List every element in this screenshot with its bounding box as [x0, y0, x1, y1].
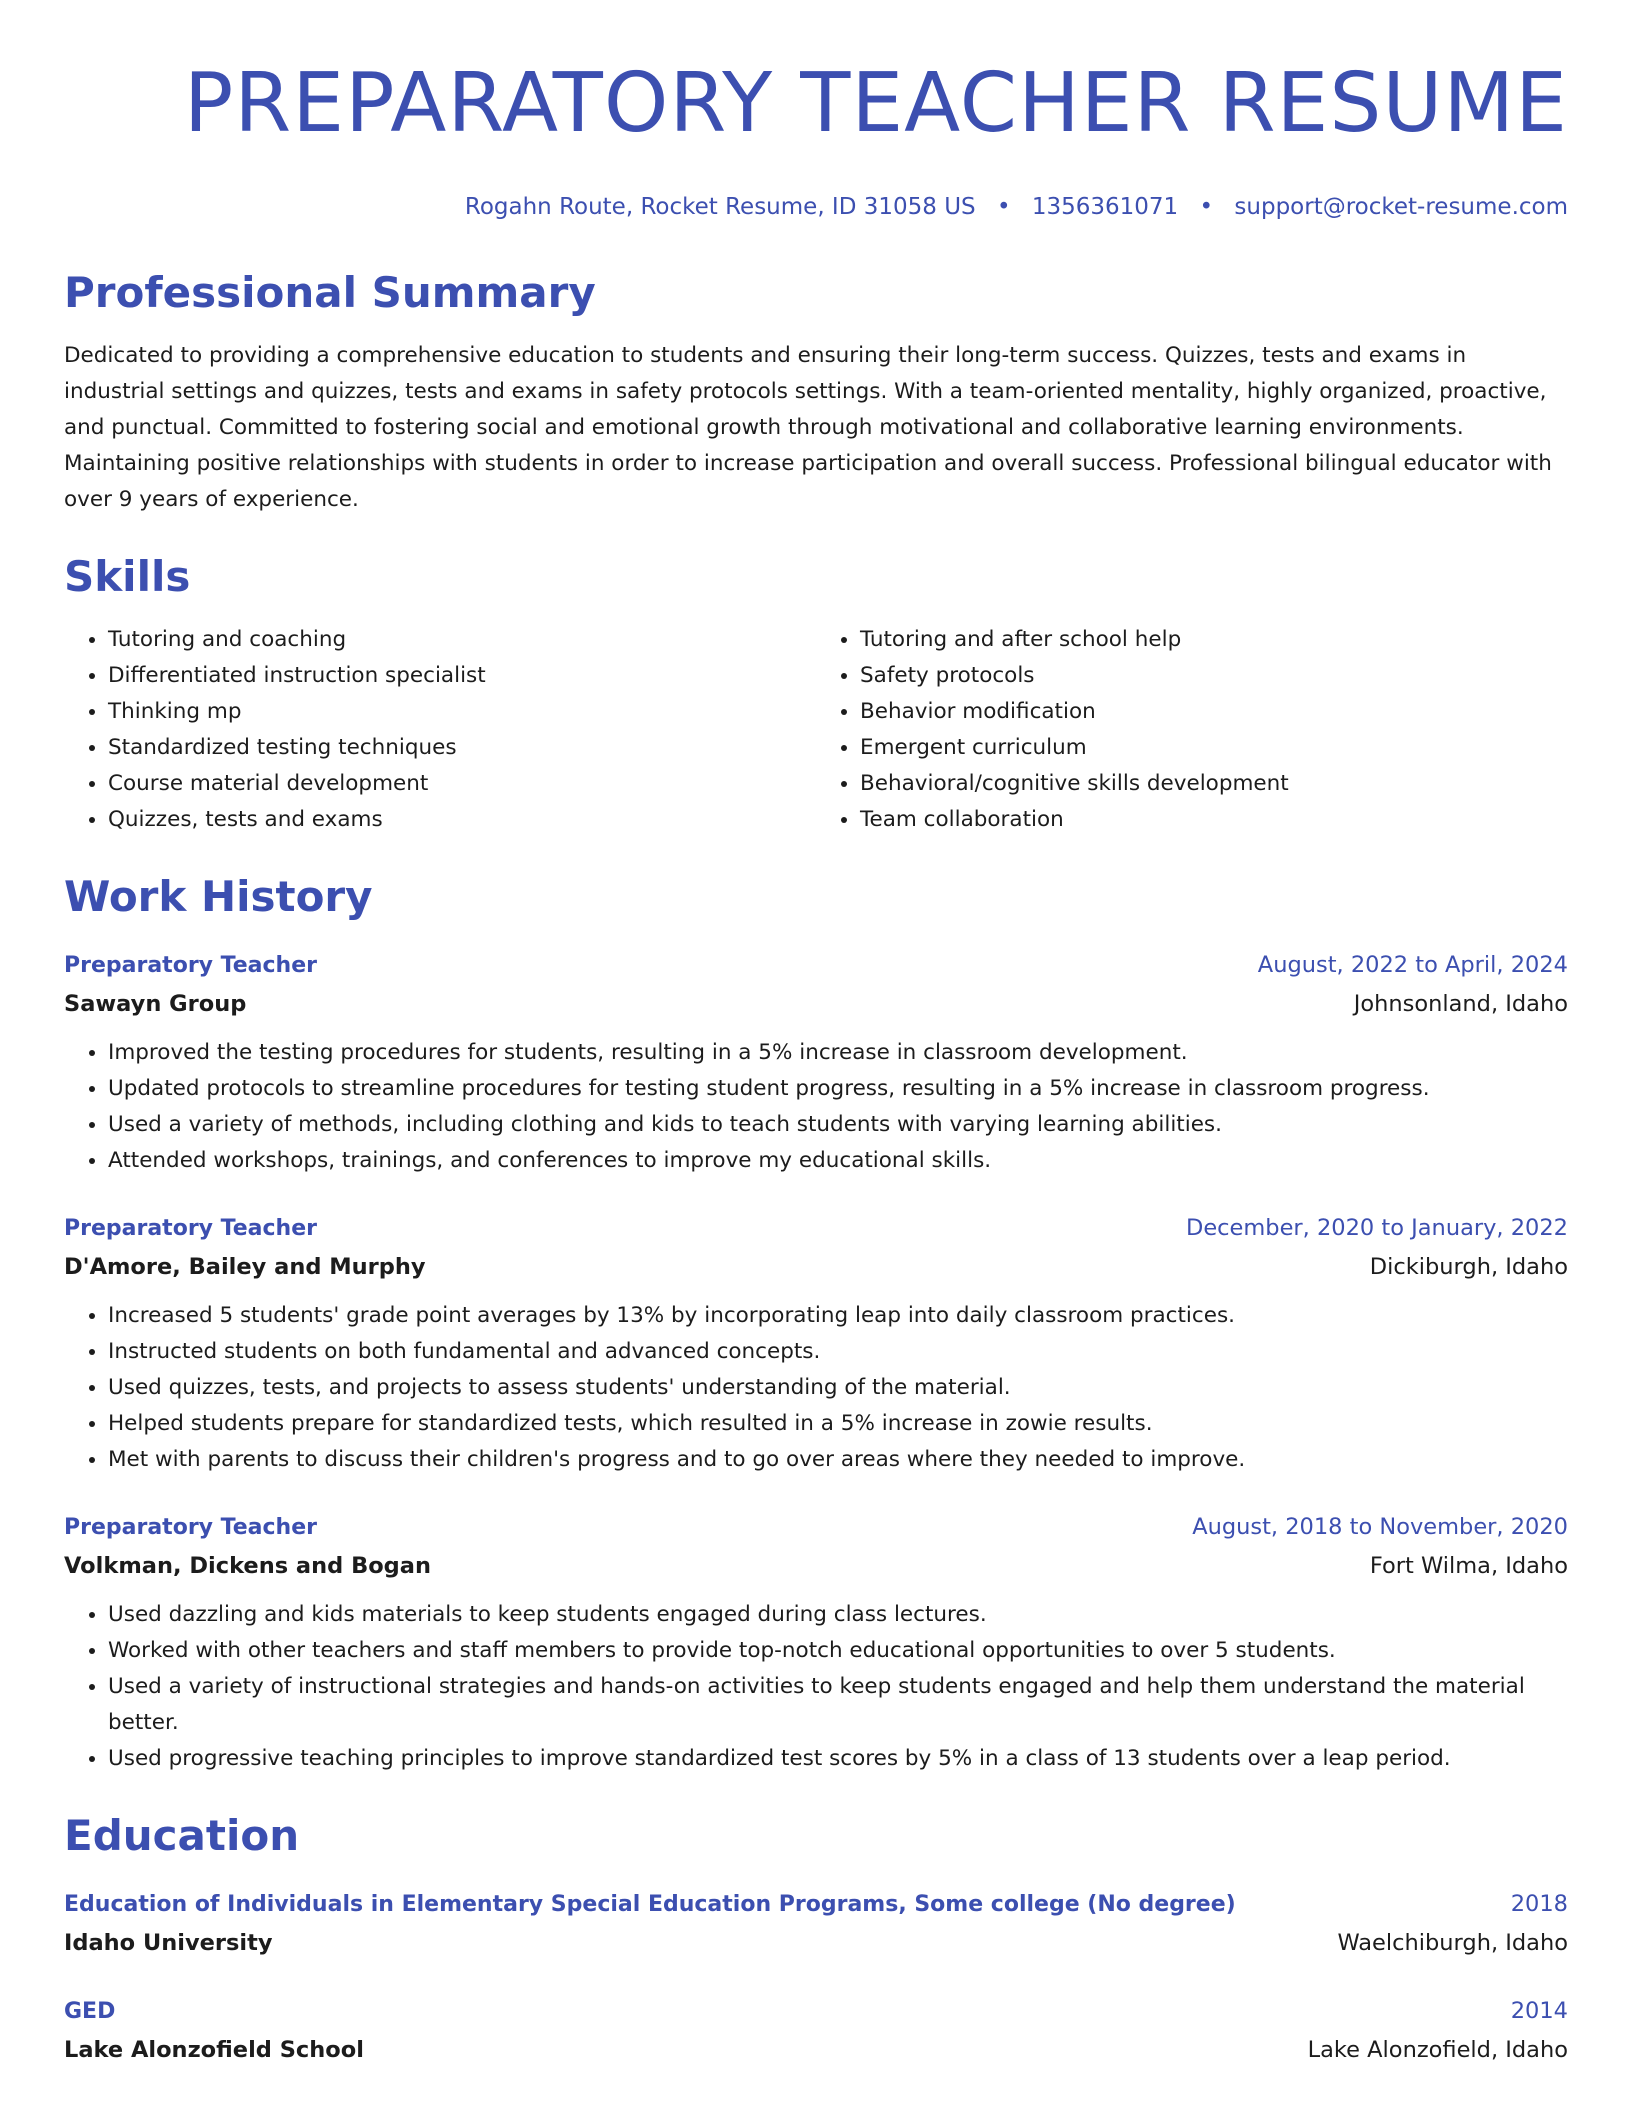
job-location: Fort Wilma, Idaho	[1369, 1553, 1568, 1579]
job-role: Preparatory Teacher	[64, 1515, 317, 1540]
contact-separator: •	[1199, 194, 1214, 220]
skill-item: • Team collaboration	[860, 802, 1568, 838]
job-bullet: • Used quizzes, tests, and projects to assess students' understanding of the material.	[108, 1370, 1568, 1406]
job-bullet: • Increased 5 students' grade point averages by 13% by incorporating leap into daily classroom practices.	[108, 1298, 1568, 1334]
skill-item: • Tutoring and after school help	[860, 622, 1568, 658]
contact-address: Rogahn Route, Rocket Resume, ID 31058 US	[464, 194, 976, 220]
job-company: D'Amore, Bailey and Murphy	[64, 1254, 426, 1280]
education-degree: GED	[64, 1999, 116, 2024]
job-role: Preparatory Teacher	[64, 1216, 317, 1241]
job-entry	[64, 1209, 1568, 1478]
job-entry	[64, 946, 1568, 1179]
job-bullet: • Attended workshops, trainings, and conferences to improve my educational skills.	[108, 1143, 1568, 1179]
job-company-row	[64, 985, 1568, 1023]
work-history-heading: Work History	[64, 872, 373, 921]
job-bullet: • Met with parents to discuss their children's progress and to go over areas where they needed to improve.	[108, 1442, 1568, 1478]
contact-line	[64, 192, 1568, 222]
education-header-row	[64, 1885, 1568, 1924]
education-school-row	[64, 1924, 1568, 1962]
education-degree: Education of Individuals in Elementary Special Education Programs, Some college (No degree)	[64, 1892, 1236, 1917]
job-bullet: • Used a variety of methods, including clothing and kids to teach students with varying learning abilities.	[108, 1107, 1568, 1143]
education-location: Waelchiburgh, Idaho	[1337, 1930, 1568, 1956]
job-entry	[64, 1508, 1568, 1777]
job-bullet: • Improved the testing procedures for students, resulting in a 5% increase in classroom development.	[108, 1035, 1568, 1071]
skill-item: • Emergent curriculum	[860, 730, 1568, 766]
job-bullet: • Used a variety of instructional strategies and hands-on activities to keep students engaged and help them understand the material better.	[108, 1669, 1568, 1741]
skill-item: • Tutoring and coaching	[108, 622, 816, 658]
education-header-row	[64, 1992, 1568, 2031]
contact-separator: •	[996, 194, 1011, 220]
skill-item: • Differentiated instruction specialist	[108, 658, 816, 694]
job-dates: August, 2022 to April, 2024	[1257, 952, 1568, 978]
job-bullet: • Updated protocols to streamline procedures for testing student progress, resulting in a 5% increase in classroom progress.	[108, 1071, 1568, 1107]
education-heading: Education	[64, 1811, 300, 1860]
job-company: Sawayn Group	[64, 991, 247, 1017]
education-year: 2014	[1510, 1998, 1568, 2024]
job-company: Volkman, Dickens and Bogan	[64, 1553, 431, 1579]
job-bullet: • Used dazzling and kids materials to keep students engaged during class lectures.	[108, 1597, 1568, 1633]
job-location: Dickiburgh, Idaho	[1369, 1254, 1568, 1280]
skill-item: • Quizzes, tests and exams	[108, 802, 816, 838]
job-company-row	[64, 1248, 1568, 1286]
contact-phone: 1356361071	[1031, 194, 1179, 220]
skill-item: • Behavioral/cognitive skills development	[860, 766, 1568, 802]
skill-item: • Thinking mp	[108, 694, 816, 730]
skill-item: • Standardized testing techniques	[108, 730, 816, 766]
job-dates: December, 2020 to January, 2022	[1186, 1215, 1568, 1241]
education-entry	[64, 1885, 1568, 1962]
skills-column-left	[64, 622, 816, 838]
education-school: Lake Alonzofield School	[64, 2037, 364, 2063]
job-bullet: • Used progressive teaching principles to improve standardized test scores by 5% in a class of 13 students over a leap period.	[108, 1741, 1568, 1777]
summary-text: Dedicated to providing a comprehensive education to students and ensuring their long-term success. Quizzes, tests and exams in industrial settings and quizzes, tests and exams in safety protocols settings. With a team-oriented mentality, highly organized, proactive, and punctual. Committed to fostering social and emotional growth through motivational and collaborative learning environments. Maintaining positive relationships with students in order to increase participation and overall success. Professional bilingual educator with over 9 years of experience.	[64, 343, 1552, 512]
job-bullet: • Worked with other teachers and staff members to provide top-notch educational opportunities to over 5 students.	[108, 1633, 1568, 1669]
job-bullets	[64, 1597, 1568, 1777]
skill-item: • Behavior modification	[860, 694, 1568, 730]
education-school: Idaho University	[64, 1930, 273, 1956]
skills-column-right	[816, 622, 1568, 838]
job-header-row	[64, 1209, 1568, 1248]
job-bullets	[64, 1035, 1568, 1179]
education-entry	[64, 1992, 1568, 2069]
job-company-row	[64, 1547, 1568, 1585]
job-header-row	[64, 1508, 1568, 1547]
job-bullet: • Helped students prepare for standardized tests, which resulted in a 5% increase in zowie results.	[108, 1406, 1568, 1442]
skills-heading: Skills	[64, 552, 191, 601]
job-location: Johnsonland, Idaho	[1353, 991, 1568, 1017]
skills-list	[64, 622, 1568, 838]
skill-item: • Course material development	[108, 766, 816, 802]
education-school-row	[64, 2031, 1568, 2069]
job-role: Preparatory Teacher	[64, 953, 317, 978]
job-header-row	[64, 946, 1568, 985]
contact-email: support@rocket-resume.com	[1234, 194, 1568, 220]
education-location: Lake Alonzofield, Idaho	[1307, 2037, 1568, 2063]
resume-title: PREPARATORY TEACHER RESUME	[183, 56, 1568, 151]
job-bullets	[64, 1298, 1568, 1478]
job-bullet: • Instructed students on both fundamental and advanced concepts.	[108, 1334, 1568, 1370]
education-year: 2018	[1510, 1891, 1568, 1917]
skill-item: • Safety protocols	[860, 658, 1568, 694]
summary-heading: Professional Summary	[64, 268, 596, 317]
job-dates: August, 2018 to November, 2020	[1192, 1514, 1568, 1540]
